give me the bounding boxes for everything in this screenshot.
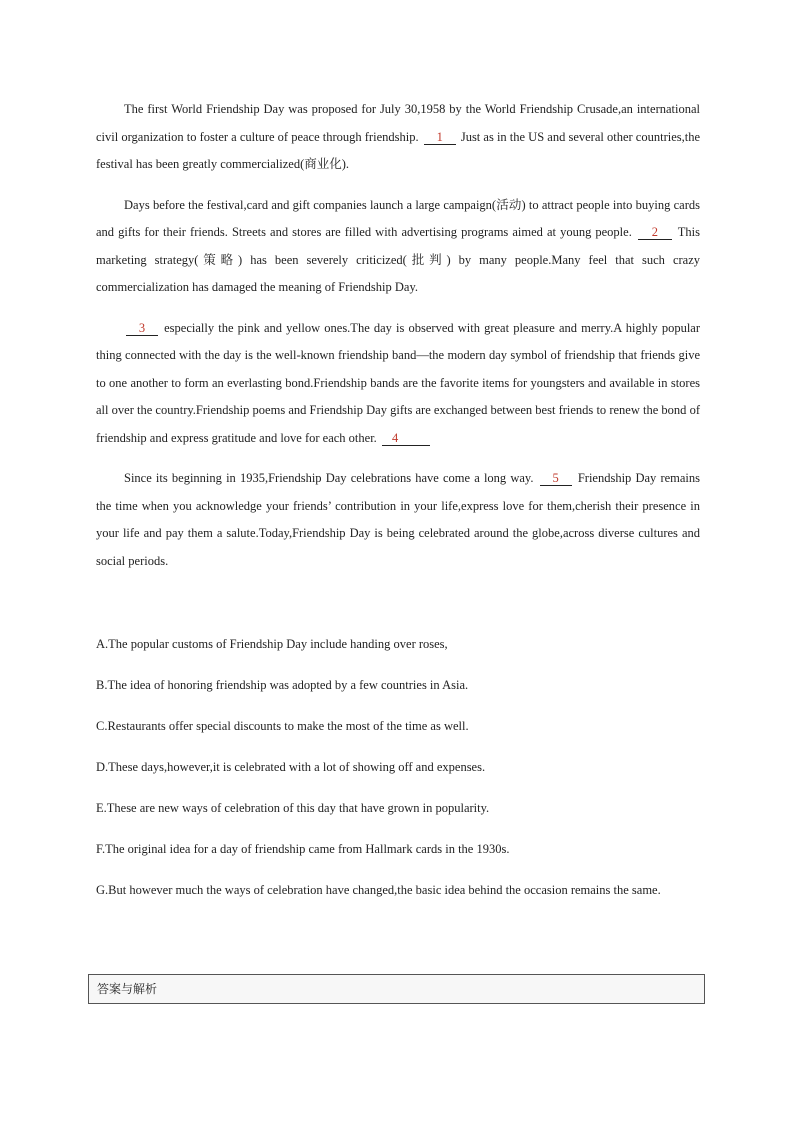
paragraph-3 — [96, 315, 700, 453]
option-d: D.These days,however,it is celebrated with a lot of showing off and expenses. — [96, 760, 486, 774]
paragraph-2 — [96, 192, 700, 302]
option-list — [96, 631, 700, 905]
paragraph-3-text: especially the pink and yellow ones.The day is observed with great pleasure and merry.A highly popular thing connected with the day is the well-known friendship band—the modern day symbol of friendship that friends give to one another to form an everlasting bond.Friendship bands are the favorite items for youngsters and available in stores all over the country.Friendship poems and Friendship Day gifts are exchanged between best friends to renew the bond of friendship and express gratitude and love for each other. — [96, 320, 700, 445]
blank-3[interactable]: 3 — [126, 321, 158, 336]
paragraph-4-text-a: Since its beginning in 1935,Friendship Day celebrations have come a long way. — [124, 471, 534, 485]
blank-2[interactable]: 2 — [638, 225, 672, 240]
paragraph-1-text-a: The first World Friendship Day was proposed for July 30,1958 by the World Friendship Crusade,an international civil organization to foster a culture of peace through friendship. — [96, 102, 700, 144]
paragraph-2-text-b: This marketing strategy(策略) has been severely criticized(批判) by many people.Many feel that such crazy commercialization has damaged the meaning of Friendship Day. — [96, 225, 701, 294]
paragraph-4-text-b: Friendship Day remains the time when you acknowledge your friends’ contribution in your life,express love for them,cherish their presence in your life and pay them a salute.Today,Friendship Day is being celebrated around the globe,across diverse cultures and social periods. — [96, 471, 701, 568]
paragraph-2-text-a: Days before the festival,card and gift companies launch a large campaign(活动) to attract people into buying cards and gifts for their friends. Streets and stores are filled with advertising programs aimed at young people. — [96, 197, 700, 239]
blank-4[interactable]: 4 — [382, 431, 430, 446]
paragraph-1 — [96, 96, 700, 179]
option-a: A.The popular customs of Friendship Day include handing over roses, — [96, 637, 448, 651]
blank-5[interactable]: 5 — [540, 471, 572, 486]
reading-passage — [96, 96, 700, 918]
blank-1[interactable]: 1 — [424, 130, 456, 145]
answer-section-header[interactable]: 答案与解析 — [88, 974, 705, 1004]
option-f: F.The original idea for a day of friendship came from Hallmark cards in the 1930s. — [96, 842, 510, 856]
option-g: G.But however much the ways of celebration have changed,the basic idea behind the occasion remains the same. — [96, 883, 661, 897]
option-e: E.These are new ways of celebration of this day that have grown in popularity. — [96, 801, 490, 815]
option-c: C.Restaurants offer special discounts to make the most of the time as well. — [96, 719, 469, 733]
option-b: B.The idea of honoring friendship was adopted by a few countries in Asia. — [96, 678, 469, 692]
paragraph-1-text-b: Just as in the US and several other countries,the festival has been greatly commercialized(商业化). — [96, 129, 701, 171]
paragraph-4 — [96, 465, 700, 575]
